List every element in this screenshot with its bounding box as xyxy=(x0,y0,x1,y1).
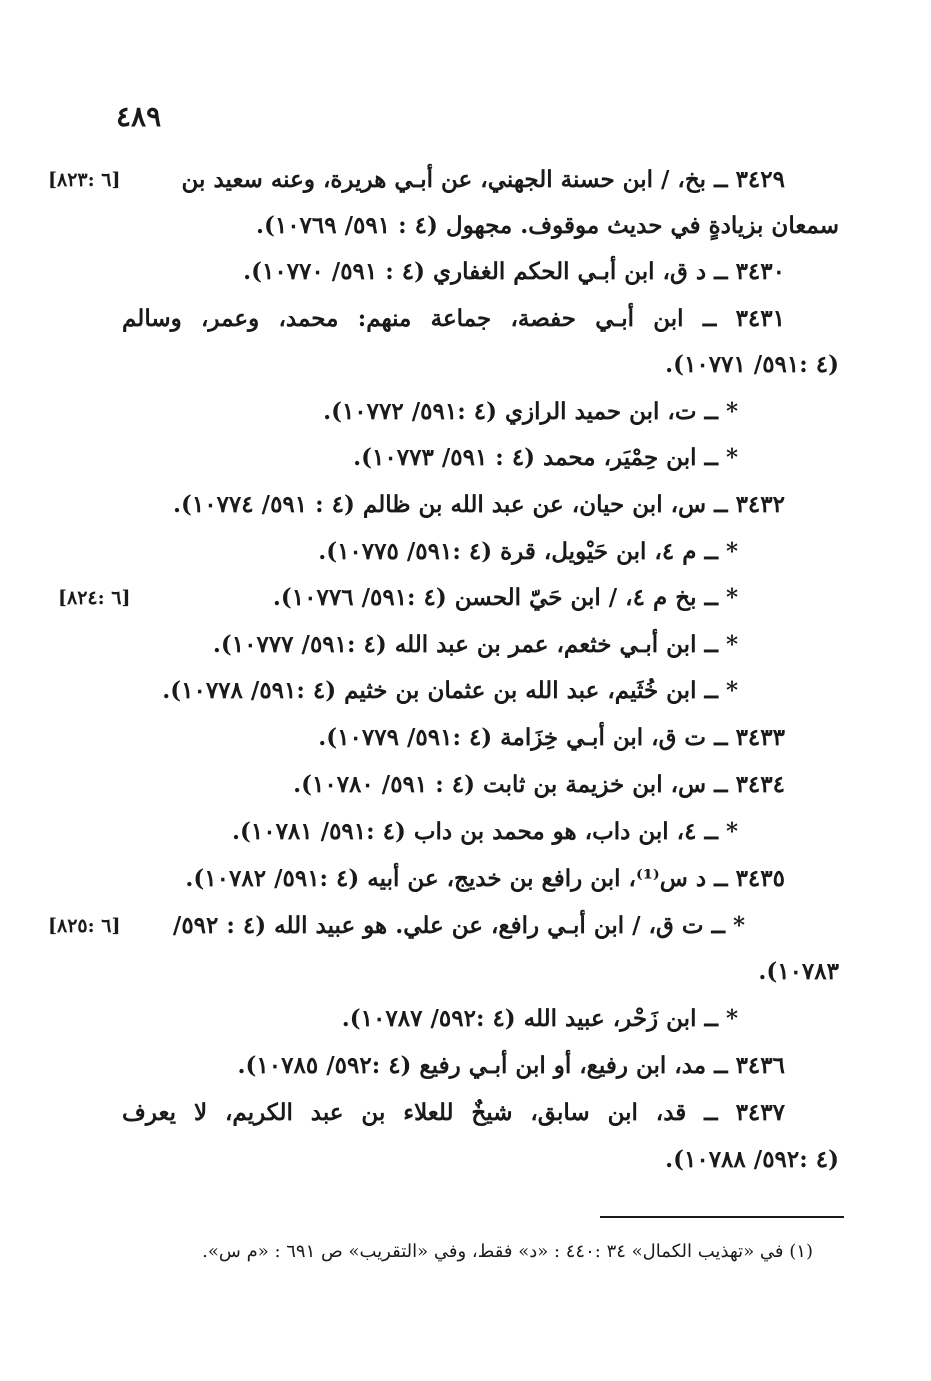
margin-marker: [٦ :٨٢٣] xyxy=(48,169,121,191)
entry-line: * ــ ابن زَحْر، عبيد الله (٤ :٥٩٢/ ١٠٧٨٧). xyxy=(341,1005,738,1032)
entry-line: ٣٤٣٧ ــ قد، ابن سابق، شيخٌ للعلاء بن عبد الكريم، لا يعرف xyxy=(122,1099,785,1126)
entry-line: * ــ ت ق، / ابن أبـي رافع، عن علي. هو عبيد الله (٤ : ٥٩٢/ xyxy=(172,912,745,939)
entry-line: * ــ ابن حِمْيَر، محمد (٤ : ٥٩١/ ١٠٧٧٣). xyxy=(353,444,738,471)
entry-line: ٣٤٣٤ ــ س، ابن خزيمة بن ثابت (٤ : ٥٩١/ ١٠٧٨٠). xyxy=(293,771,785,798)
entry-line: * ــ ت، ابن حميد الرازي (٤ :٥٩١/ ١٠٧٧٢). xyxy=(323,398,738,425)
entry-line: ٣٤٣١ ــ ابن أبـي حفصة، جماعة منهم: محمد، وعمر، وسالم xyxy=(122,305,785,332)
entry-line: ٣٤٣٣ ــ ت ق، ابن أبـي خِزَامة (٤ :٥٩١/ ١٠٧٧٩). xyxy=(318,724,785,751)
entry-line: * ــ ٤، ابن داب، هو محمد بن داب (٤ :٥٩١/ ١٠٧٨١). xyxy=(231,818,738,845)
entry-line: * ــ ابن خُثَيم، عبد الله بن عثمان بن خثيم (٤ :٥٩١/ ١٠٧٧٨). xyxy=(162,677,738,704)
entry-line: ٣٤٣٢ ــ س، ابن حيان، عن عبد الله بن ظالم (٤ : ٥٩١/ ١٠٧٧٤). xyxy=(172,491,785,518)
entry-line: (٤ :٥٩٢/ ١٠٧٨٨). xyxy=(665,1146,839,1173)
footnote-rule xyxy=(600,1216,844,1218)
entry-line: ١٠٧٨٣). xyxy=(758,958,839,985)
page-number: ٤٨٩ xyxy=(116,100,162,133)
entry-line: * ــ م ٤، ابن حَيْويل، قرة (٤ :٥٩١/ ١٠٧٧٥). xyxy=(318,538,738,565)
entry-line: * ــ بخ م ٤، / ابن حَيّ الحسن (٤ :٥٩١/ ١٠٧٧٦). xyxy=(272,584,738,611)
entry-line: * ــ ابن أبـي خثعم، عمر بن عبد الله (٤ :٥٩١/ ١٠٧٧٧). xyxy=(212,631,738,658)
entry-line: ٣٤٣٦ ــ مد، ابن رفيع، أو ابن أبـي رفيع (٤ :٥٩٢/ ١٠٧٨٥). xyxy=(237,1052,785,1079)
entry-line: (٤ :٥٩١/ ١٠٧٧١). xyxy=(665,351,839,378)
entry-line: سمعان بزيادةٍ في حديث موقوف. مجهول (٤ : ٥٩١/ ١٠٧٦٩). xyxy=(255,212,839,239)
footnote: (١) في «تهذيب الكمال» ٣٤ :٤٤٠ : «د» فقط، وفي «التقريب» ص ٦٩١ : «م س». xyxy=(202,1241,813,1262)
entry-line: ٣٤٣٥ ــ د س⁽¹⁾، ابن رافع بن خديج، عن أبيه (٤ :٥٩١/ ١٠٧٨٢). xyxy=(185,865,785,892)
margin-marker: [٦ :٨٢٤] xyxy=(58,587,131,609)
entry-line: ٣٤٣٠ ــ د ق، ابن أبـي الحكم الغفاري (٤ : ٥٩١/ ١٠٧٧٠). xyxy=(243,258,785,285)
margin-marker: [٦ :٨٢٥] xyxy=(48,915,121,937)
entry-line: ٣٤٢٩ ــ بخ، / ابن حسنة الجهني، عن أبـي هريرة، وعنه سعيد بن xyxy=(181,166,785,193)
